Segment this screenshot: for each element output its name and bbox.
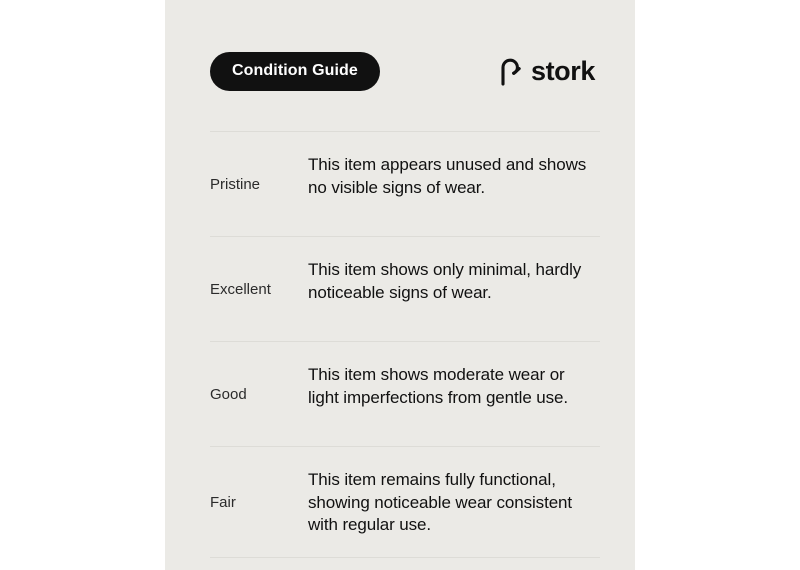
brand [500, 58, 595, 86]
condition-label: Fair [210, 494, 236, 512]
condition-guide-card [165, 0, 635, 570]
table-row [210, 131, 600, 236]
condition-guide-badge: Condition Guide [210, 52, 380, 91]
condition-label: Good [210, 386, 247, 404]
table-row [210, 446, 600, 558]
table-row [210, 236, 600, 341]
condition-label: Excellent [210, 281, 271, 299]
condition-description: This item shows moderate wear or light imperfections from gentle use. [308, 365, 569, 407]
condition-description: This item shows only minimal, hardly noticeable signs of wear. [308, 260, 582, 302]
card-content [210, 0, 600, 558]
condition-description: This item appears unused and shows no visible signs of wear. [308, 155, 587, 197]
condition-label: Pristine [210, 176, 261, 194]
condition-description: This item remains fully functional, showing noticeable wear consistent with regular use. [308, 470, 573, 535]
table-row [210, 341, 600, 446]
stork-logo-icon [500, 58, 522, 86]
condition-table [210, 131, 600, 558]
brand-name: stork [530, 56, 595, 86]
card-header [210, 0, 600, 91]
